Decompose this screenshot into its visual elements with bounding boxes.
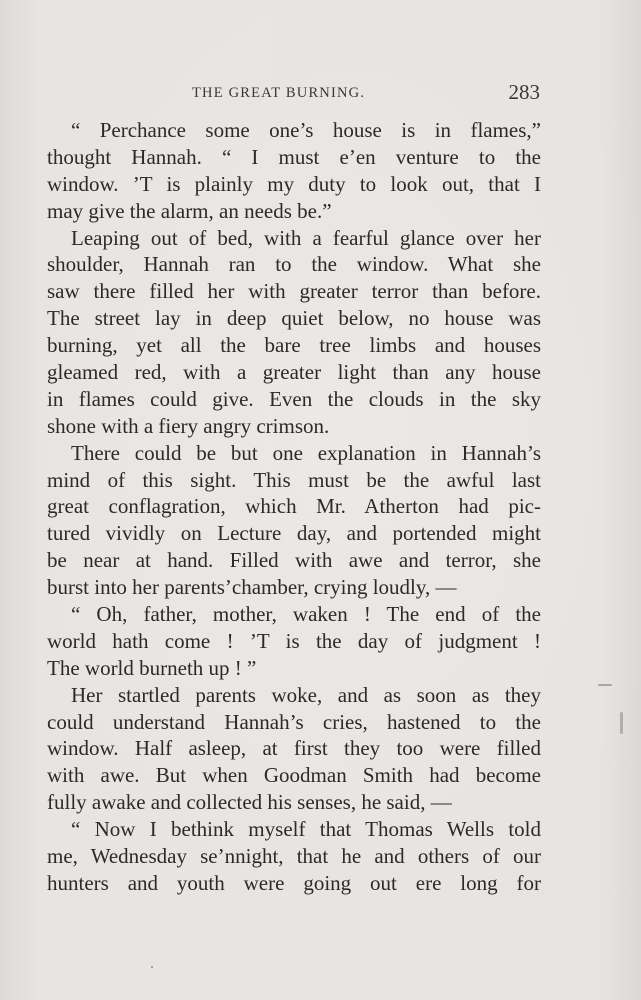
text-line: “ Perchance some one’s house is in flames,” — [71, 118, 541, 142]
text-line: great conflagration, which Mr. Atherton had pic- — [47, 494, 541, 519]
text-line: The street lay in deep quiet below, no house was — [47, 306, 541, 331]
text-line: me, Wednesday se’nnight, that he and others of our — [47, 844, 541, 869]
text-line: be near at hand. Filled with awe and terror, she — [47, 548, 541, 573]
body-text — [47, 117, 541, 897]
text-line: world hath come ! ’T is the day of judgment ! — [47, 628, 541, 653]
text-line: thought Hannah. “ I must e’en venture to the — [47, 144, 541, 169]
text-line: in flames could give. Even the clouds in the sky — [47, 386, 541, 411]
text-line: burning, yet all the bare tree limbs and houses — [47, 333, 541, 358]
running-title: THE GREAT BURNING. — [192, 85, 366, 101]
text-line: could understand Hannah’s cries, hastened to the — [47, 709, 541, 734]
text-line: Leaping out of bed, with a fearful glance over her — [71, 225, 541, 250]
text-line: fully awake and collected his senses, he said, — — [47, 790, 452, 815]
text-line: tured vividly on Lecture day, and portended might — [47, 521, 541, 546]
text-line: window. Half asleep, at first they too were filled — [47, 736, 541, 761]
page-header — [192, 80, 540, 104]
text-line: Her startled parents woke, and as soon as they — [71, 682, 541, 707]
text-line: shone with a fiery angry crimson. — [47, 413, 330, 438]
text-line: “ Oh, father, mother, waken ! The end of the — [71, 602, 541, 627]
text-line: with awe. But when Goodman Smith had become — [47, 763, 541, 788]
text-line: gleamed red, with a greater light than any house — [47, 360, 541, 385]
paper-mark — [598, 684, 612, 686]
text-line: “ Now I bethink myself that Thomas Wells told — [71, 817, 541, 842]
paper-mark — [151, 966, 153, 968]
text-line: window. ’T is plainly my duty to look out, that I — [47, 171, 541, 196]
text-line: may give the alarm, an needs be.” — [47, 198, 332, 223]
text-line: saw there filled her with greater terror than before. — [47, 279, 541, 304]
text-line: There could be but one explanation in Hannah’s — [71, 440, 541, 465]
text-line: The world burneth up ! ” — [47, 655, 257, 680]
text-line: hunters and youth were going out ere long for — [47, 870, 541, 895]
text-line: mind of this sight. This must be the awful last — [47, 467, 541, 492]
paper-mark — [620, 712, 623, 734]
page-number: 283 — [508, 80, 540, 104]
text-line: burst into her parents’chamber, crying loudly, — — [47, 575, 457, 600]
text-line: shoulder, Hannah ran to the window. What she — [47, 252, 541, 277]
